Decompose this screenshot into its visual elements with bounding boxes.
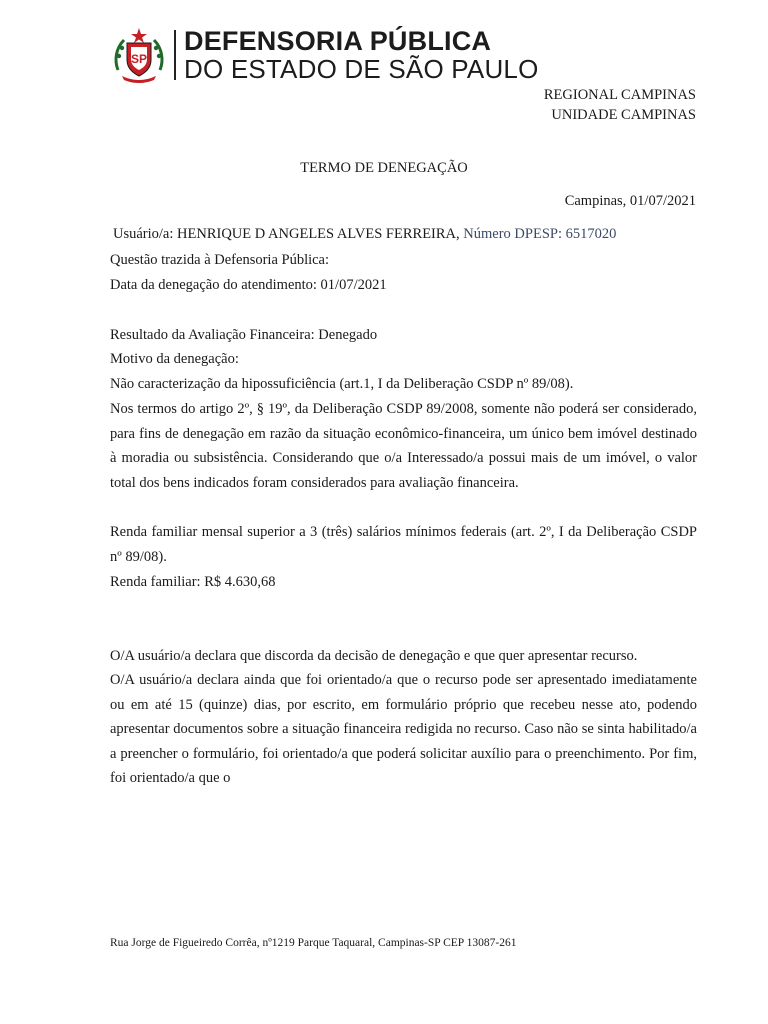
data-denegacao-line: Data da denegação do atendimento: 01/07/2021 xyxy=(110,277,387,293)
logo-divider xyxy=(174,30,176,80)
paragraph-recurso xyxy=(110,668,697,791)
paragraph-renda xyxy=(110,520,697,569)
paragraph-artigo xyxy=(110,397,697,495)
sao-paulo-coat-of-arms-icon xyxy=(110,26,168,84)
usuario-line xyxy=(113,226,616,243)
paragraph-artigo-text: Nos termos do artigo 2º, § 19º, da Deliberação CSDP 89/2008, somente não poderá ser considerado, para fins de denegação em razão da situação econômico-financeira, um único bem imóvel destinado à moradia ou subsistência. Considerando que o/a Interessado/a possui mais de um imóvel, o valor total dos bens indicados foram considerados para avaliação financeira. xyxy=(110,401,697,491)
resultado-line: Resultado da Avaliação Financeira: Denegado xyxy=(110,327,378,343)
renda-familiar-line: Renda familiar: R$ 4.630,68 xyxy=(110,574,276,590)
date-line: Campinas, 01/07/2021 xyxy=(564,193,696,209)
footer-address: Rua Jorge de Figueiredo Corrêa, nº1219 Parque Taquaral, Campinas-SP CEP 13087-261 xyxy=(110,937,517,949)
usuario-name: Usuário/a: HENRIQUE D ANGELES ALVES FERREIRA, xyxy=(113,226,460,242)
motivo-label: Motivo da denegação: xyxy=(110,351,239,367)
regional-block xyxy=(544,85,696,125)
regional-name: REGIONAL CAMPINAS xyxy=(543,87,696,103)
paragraph-renda-text: Renda familiar mensal superior a 3 (três) salários mínimos federais (art. 2º, I da Deliberação CSDP nº 89/08). xyxy=(110,524,697,565)
defensoria-logo xyxy=(110,26,539,84)
discorda-line: O/A usuário/a declara que discorda da decisão de denegação e que quer apresentar recurso. xyxy=(110,648,638,664)
dpesp-number: Número DPESP: 6517020 xyxy=(463,226,617,242)
logo-text xyxy=(184,27,539,83)
paragraph-recurso-text: O/A usuário/a declara ainda que foi orientado/a que o recurso pode ser apresentado imediatamente ou em até 15 (quinze) dias, por escrito, em formulário próprio que recebeu nesse ato, podendo apresentar documentos sobre a situação financeira redigida no recurso. Caso não se sinta habilitado/a a preencher o formulário, foi orientado/a que poderá solicitar auxílio para o preenchimento. Por fim, foi orientado/a que o xyxy=(110,672,697,786)
questao-line: Questão trazida à Defensoria Pública: xyxy=(110,252,330,268)
emblem-text: SP xyxy=(130,52,148,66)
motivo-hipossuficiencia: Não caracterização da hipossuficiência (art.1, I da Deliberação CSDP nº 89/08). xyxy=(110,376,574,392)
document-title: TERMO DE DENEGAÇÃO xyxy=(300,160,468,176)
unidade-name: UNIDADE CAMPINAS xyxy=(551,107,696,123)
logo-line-1: DEFENSORIA PÚBLICA xyxy=(184,26,492,56)
logo-line-2: DO ESTADO DE SÃO PAULO xyxy=(184,54,539,84)
